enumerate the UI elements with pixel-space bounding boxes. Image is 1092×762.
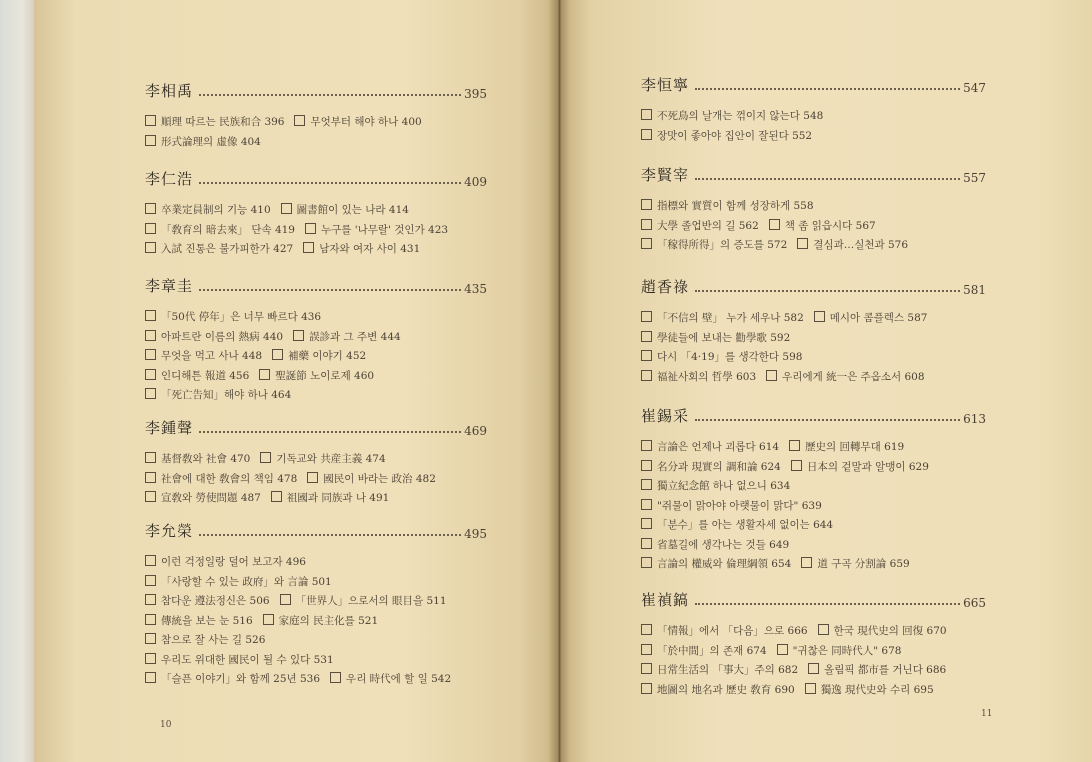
entry-title: 「50代 停年」은 너무 빠르다 436 [161, 311, 322, 323]
entry-line [641, 536, 986, 556]
dot-leader [695, 177, 960, 180]
square-bullet-icon [641, 199, 652, 210]
square-bullet-icon [641, 350, 652, 361]
square-bullet-icon [145, 115, 156, 126]
entry-list [145, 113, 487, 152]
entry-title: 補藥 이야기 452 [288, 350, 367, 362]
entry-line [145, 328, 487, 348]
square-bullet-icon [801, 557, 812, 568]
entry-line [641, 497, 986, 517]
entry-title: 우리도 위대한 國民이 될 수 있다 531 [161, 653, 334, 666]
square-bullet-icon [293, 330, 304, 341]
square-bullet-icon [641, 538, 652, 549]
author-name: 李鍾聲 [145, 419, 194, 437]
entry-title: 우리에게 統一은 주옵소서 608 [782, 370, 925, 383]
entry-list [641, 107, 986, 146]
square-bullet-icon [307, 472, 318, 483]
entry-title: 地圖의 地名과 歷史 敎育 690 [657, 683, 795, 696]
square-bullet-icon [641, 683, 652, 694]
entry-title: 宣敎와 勞使問題 487 [161, 492, 261, 504]
square-bullet-icon [145, 242, 156, 253]
square-bullet-icon [789, 440, 800, 451]
author-name: 李允榮 [145, 522, 194, 540]
dot-leader [199, 430, 461, 433]
section-page-number: 435 [464, 282, 487, 296]
square-bullet-icon [641, 331, 652, 342]
square-bullet-icon [145, 452, 156, 463]
entry-list [145, 201, 487, 260]
section-heading [641, 405, 986, 426]
author-name: 李相禹 [145, 82, 194, 100]
entry-list [641, 438, 986, 575]
entry-line [145, 670, 487, 690]
entry-line [145, 113, 487, 133]
entry-title: 言論의 權威와 倫理綱領 654 [657, 558, 792, 570]
entry-line [145, 308, 487, 328]
square-bullet-icon [145, 653, 156, 664]
entry-list [641, 309, 986, 387]
entry-line [641, 329, 986, 349]
entry-title: 「於中間」의 존재 674 [657, 644, 767, 657]
entry-line [145, 553, 487, 573]
entry-title: 祖國과 同族과 나 491 [286, 492, 390, 504]
square-bullet-icon [303, 242, 314, 253]
square-bullet-icon [641, 479, 652, 490]
entry-title: 기독교와 共産主義 474 [276, 453, 386, 465]
square-bullet-icon [766, 370, 777, 381]
toc-section [641, 164, 986, 256]
square-bullet-icon [814, 311, 825, 322]
square-bullet-icon [145, 594, 156, 605]
section-page-number: 469 [464, 424, 487, 438]
entry-line [641, 681, 986, 701]
toc-section [145, 275, 487, 406]
square-bullet-icon [805, 683, 816, 694]
square-bullet-icon [641, 663, 652, 674]
section-heading [145, 275, 487, 296]
square-bullet-icon [641, 440, 652, 451]
entry-title: 國民이 바라는 政治 482 [323, 472, 436, 485]
entry-line [145, 592, 487, 612]
toc-section [145, 417, 487, 509]
square-bullet-icon [641, 109, 652, 120]
entry-line [145, 651, 487, 671]
square-bullet-icon [145, 672, 156, 683]
toc-section [641, 276, 986, 387]
entry-title: 「死亡告知」해야 하나 464 [161, 389, 292, 401]
section-page-number: 409 [464, 175, 487, 189]
entry-line [641, 309, 986, 329]
entry-title: 卒業定員制의 기능 410 [161, 204, 271, 216]
entry-title: 入試 진통은 불가피한가 427 [161, 243, 294, 255]
square-bullet-icon [259, 369, 270, 380]
entry-title: 참으로 잘 사는 길 526 [161, 634, 266, 646]
entry-title: 家庭의 民主化를 521 [278, 614, 379, 627]
square-bullet-icon [641, 518, 652, 529]
section-heading [145, 417, 487, 438]
square-bullet-icon [260, 452, 271, 463]
square-bullet-icon [641, 238, 652, 249]
square-bullet-icon [145, 388, 156, 399]
right-page-number: 11 [981, 709, 993, 719]
entry-title: 形式論理의 虛像 404 [161, 135, 261, 148]
entry-line [145, 221, 487, 241]
square-bullet-icon [272, 349, 283, 360]
section-heading [641, 164, 986, 185]
square-bullet-icon [145, 223, 156, 234]
entry-title: 장맛이 좋아야 집안이 잘된다 552 [657, 129, 813, 142]
book-gutter [548, 0, 570, 762]
entry-title: 社會에 대한 敎會의 책임 478 [161, 472, 298, 485]
square-bullet-icon [797, 238, 808, 249]
section-page-number: 581 [963, 283, 986, 297]
section-page-number: 395 [464, 87, 487, 101]
toc-section [641, 74, 986, 146]
square-bullet-icon [145, 310, 156, 321]
entry-title: 不死鳥의 날개는 꺾이지 않는다 548 [657, 110, 824, 122]
square-bullet-icon [641, 644, 652, 655]
toc-section [641, 405, 986, 575]
square-bullet-icon [641, 129, 652, 140]
entry-list [641, 622, 986, 700]
square-bullet-icon [145, 575, 156, 586]
dot-leader [695, 602, 960, 605]
entry-title: 무엇을 먹고 사나 448 [161, 350, 263, 362]
entry-title: 「世界人」으로서의 眼目을 511 [295, 595, 447, 607]
square-bullet-icon [777, 644, 788, 655]
entry-title: 言論은 언제나 괴롭다 614 [657, 441, 780, 453]
entry-title: 日常生活의 「事大」주의 682 [657, 664, 799, 676]
square-bullet-icon [145, 491, 156, 502]
square-bullet-icon [145, 135, 156, 146]
square-bullet-icon [145, 555, 156, 566]
entry-title: 다시 「4·19」를 생각한다 598 [657, 351, 803, 363]
entry-title: 道 구곡 分割論 659 [817, 558, 910, 570]
entry-title: 아파트란 이름의 熱病 440 [161, 330, 284, 343]
section-heading [641, 276, 986, 297]
square-bullet-icon [145, 330, 156, 341]
entry-line [641, 555, 986, 575]
entry-line [641, 236, 986, 256]
entry-line [641, 458, 986, 478]
section-page-number: 613 [963, 412, 986, 426]
dot-leader [695, 87, 960, 90]
section-page-number: 557 [963, 171, 986, 185]
entry-title: 「稼得所得」의 증도를 572 [657, 239, 788, 251]
square-bullet-icon [145, 633, 156, 644]
square-bullet-icon [808, 663, 819, 674]
section-heading [641, 74, 986, 95]
entry-line [145, 573, 487, 593]
square-bullet-icon [330, 672, 341, 683]
section-heading [145, 520, 487, 541]
section-page-number: 665 [963, 596, 986, 610]
entry-line [145, 612, 487, 632]
entry-title: 指標와 實質이 함께 성장하게 558 [657, 200, 814, 212]
entry-title: 圖書館이 있는 나라 414 [296, 204, 409, 216]
author-name: 趙香祿 [641, 278, 690, 296]
entry-list [641, 197, 986, 256]
square-bullet-icon [145, 614, 156, 625]
entry-line [641, 217, 986, 237]
entry-title: 「분수」를 아는 생활자세 없이는 644 [657, 519, 834, 531]
entry-title: 무엇부터 해야 하나 400 [310, 116, 422, 128]
section-heading [641, 589, 986, 610]
entry-title: 결심과…실천과 576 [813, 239, 909, 251]
entry-line [641, 348, 986, 368]
entry-line [641, 438, 986, 458]
square-bullet-icon [145, 472, 156, 483]
square-bullet-icon [305, 223, 316, 234]
entry-line [145, 201, 487, 221]
entry-line [641, 107, 986, 127]
section-page-number: 495 [464, 527, 487, 541]
entry-title: 基督敎와 社會 470 [161, 453, 251, 465]
entry-list [145, 553, 487, 690]
entry-title: 「슬픈 이야기」와 함께 25년 536 [161, 673, 321, 685]
section-heading [145, 168, 487, 189]
author-name: 李仁浩 [145, 170, 194, 188]
entry-line [641, 197, 986, 217]
dot-leader [199, 93, 461, 96]
author-name: 崔錫采 [641, 407, 690, 425]
square-bullet-icon [769, 219, 780, 230]
square-bullet-icon [281, 203, 292, 214]
entry-line [145, 240, 487, 260]
entry-list [145, 308, 487, 406]
entry-title: 日本의 겉말과 알맹이 629 [806, 460, 929, 473]
square-bullet-icon [641, 219, 652, 230]
entry-title: 歷史의 回轉무대 619 [805, 441, 905, 453]
entry-title: 傳統을 보는 눈 516 [161, 614, 253, 627]
entry-title: 우리 時代에 할 일 542 [346, 673, 452, 685]
entry-line [641, 642, 986, 662]
square-bullet-icon [791, 460, 802, 471]
author-name: 崔禎鎬 [641, 591, 690, 609]
entry-title: "귀찮은 同時代人" 678 [792, 644, 902, 657]
section-page-number: 547 [963, 81, 986, 95]
square-bullet-icon [263, 614, 274, 625]
entry-title: "쥐물이 맑아야 아랫물이 맑다" 639 [657, 499, 822, 512]
entry-title: 이런 걱정일랑 덜어 보고자 496 [161, 556, 306, 568]
square-bullet-icon [641, 499, 652, 510]
entry-title: 福祉사회의 哲學 603 [657, 370, 757, 383]
entry-line [145, 133, 487, 153]
entry-line [641, 516, 986, 536]
square-bullet-icon [641, 311, 652, 322]
entry-title: 順理 따르는 民族和合 396 [161, 116, 285, 128]
entry-line [641, 477, 986, 497]
entry-title: 누구를 '나무랄' 것인가 423 [320, 223, 449, 236]
author-name: 李恒寧 [641, 76, 690, 94]
entry-line [145, 450, 487, 470]
toc-section [145, 80, 487, 152]
entry-line [641, 661, 986, 681]
square-bullet-icon [641, 624, 652, 635]
entry-title: 學徒들에 보내는 勸學歌 592 [657, 331, 791, 344]
dot-leader [199, 288, 461, 291]
entry-title: 한국 現代史의 回復 670 [833, 625, 947, 637]
entry-title: 참다운 遵法정신은 506 [161, 595, 270, 607]
toc-section [641, 589, 986, 700]
entry-line [641, 127, 986, 147]
dot-leader [695, 289, 960, 292]
entry-title: 「情報」에서 「다음」으로 666 [657, 625, 808, 637]
author-name: 李章圭 [145, 277, 194, 295]
entry-line [145, 386, 487, 406]
entry-title: 올림픽 都市를 거닌다 686 [824, 664, 947, 676]
square-bullet-icon [280, 594, 291, 605]
entry-title: 大學 졸업반의 길 562 [657, 219, 759, 232]
square-bullet-icon [271, 491, 282, 502]
entry-line [145, 489, 487, 509]
entry-title: 誤診과 그 주변 444 [309, 330, 401, 343]
entry-title: 「敎育의 暗去來」 단속 419 [161, 223, 295, 236]
entry-title: 메시아 콤플렉스 587 [829, 312, 928, 324]
entry-line [145, 367, 487, 387]
entry-line [145, 347, 487, 367]
toc-section [145, 168, 487, 260]
entry-title: 책 좀 읽읍시다 567 [784, 219, 876, 232]
author-name: 李賢宰 [641, 166, 690, 184]
square-bullet-icon [145, 203, 156, 214]
square-bullet-icon [641, 557, 652, 568]
entry-title: 聖誕節 노이로제 460 [275, 369, 375, 382]
entry-title: 獨逸 現代史와 수리 695 [820, 683, 934, 696]
left-page-number: 10 [160, 720, 172, 730]
entry-title: 獨立紀念館 하나 없으니 634 [657, 480, 791, 492]
dot-leader [695, 418, 960, 421]
entry-line [145, 631, 487, 651]
entry-line [641, 622, 986, 642]
entry-title: 省墓길에 생각나는 것들 649 [657, 538, 790, 551]
entry-title: 「不信의 壁」 누가 세우나 582 [657, 312, 804, 324]
entry-line [641, 368, 986, 388]
square-bullet-icon [145, 369, 156, 380]
entry-title: 名分과 現實의 調和論 624 [657, 460, 781, 473]
entry-line [145, 470, 487, 490]
square-bullet-icon [641, 460, 652, 471]
entry-title: 「사랑할 수 있는 政府」와 言論 501 [161, 575, 332, 588]
section-heading [145, 80, 487, 101]
square-bullet-icon [145, 349, 156, 360]
entry-title: 남자와 여자 사이 431 [319, 243, 421, 255]
dot-leader [199, 181, 461, 184]
entry-title: 인디해튼 報道 456 [161, 369, 250, 382]
square-bullet-icon [818, 624, 829, 635]
square-bullet-icon [294, 115, 305, 126]
dot-leader [199, 533, 461, 536]
toc-section [145, 520, 487, 690]
square-bullet-icon [641, 370, 652, 381]
entry-list [145, 450, 487, 509]
